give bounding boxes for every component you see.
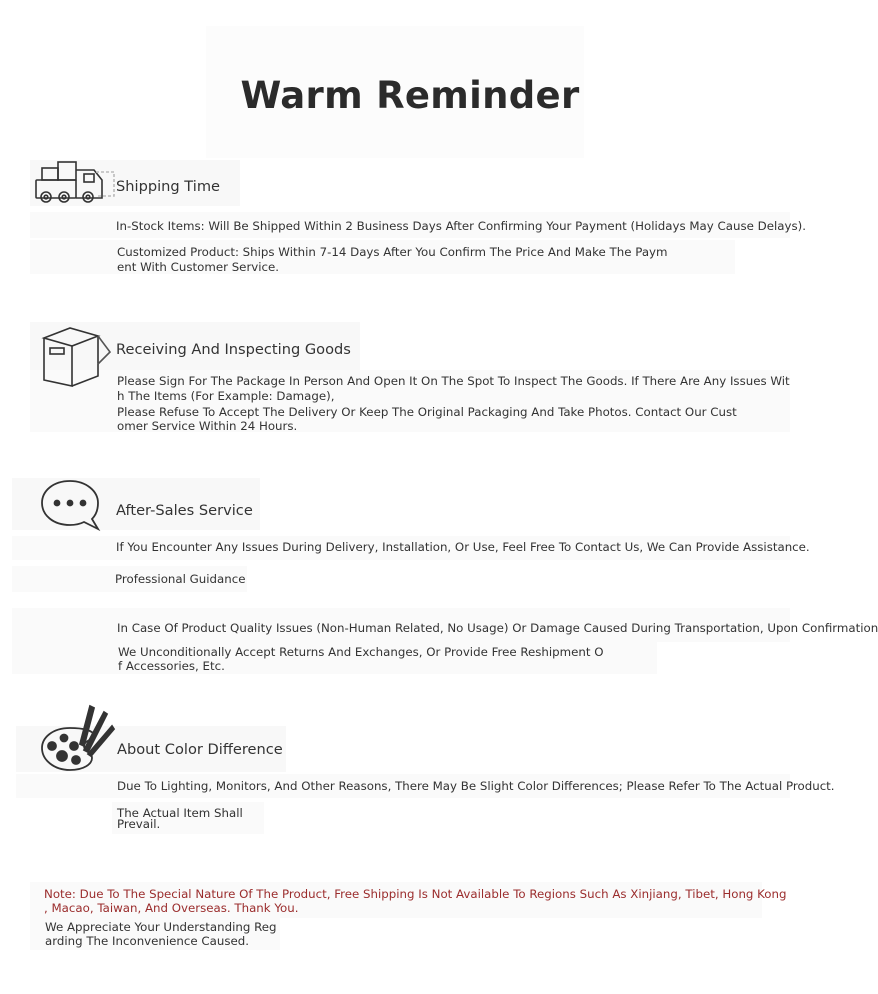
shipping-line-2b: ent With Customer Service. bbox=[117, 260, 280, 274]
page-title: Warm Reminder bbox=[240, 74, 580, 117]
receiving-line-2b: omer Service Within 24 Hours. bbox=[117, 419, 298, 433]
color-line-1: Due To Lighting, Monitors, And Other Reasons, There May Be Slight Color Differences; Please Refer To The Actual Product. bbox=[117, 779, 835, 793]
note-line-1a: Note: Due To The Special Nature Of The Product, Free Shipping Is Not Available To Regions Such As Xinjiang, Tibet, Hong Kong bbox=[44, 887, 787, 901]
note-line-2b: arding The Inconvenience Caused. bbox=[45, 934, 249, 948]
shipping-line-2a: Customized Product: Ships Within 7-14 Days After You Confirm The Price And Make The Paym bbox=[117, 245, 668, 259]
receiving-line-1a: Please Sign For The Package In Person And Open It On The Spot To Inspect The Goods. If There Are Any Issues Wit bbox=[117, 374, 790, 388]
after-sales-line-3: In Case Of Product Quality Issues (Non-Human Related, No Usage) Or Damage Caused During Transportation, Upon Confirmation bbox=[117, 621, 878, 635]
section-heading-color: About Color Difference bbox=[117, 741, 283, 758]
color-line-2a: The Actual Item Shall bbox=[117, 806, 243, 820]
after-sales-line-1: If You Encounter Any Issues During Delivery, Installation, Or Use, Feel Free To Contact Us, We Can Provide Assistance. bbox=[116, 540, 810, 554]
after-sales-line-4b: f Accessories, Etc. bbox=[118, 659, 225, 673]
color-line-2b: Prevail. bbox=[117, 817, 161, 831]
section-heading-shipping: Shipping Time bbox=[116, 178, 221, 195]
section-heading-after-sales: After-Sales Service bbox=[116, 502, 253, 519]
section-heading-receiving: Receiving And Inspecting Goods bbox=[116, 341, 351, 358]
chat-bubble-icon bbox=[40, 479, 102, 537]
receiving-line-1b: h The Items (For Example: Damage), bbox=[117, 389, 335, 403]
receiving-line-2a: Please Refuse To Accept The Delivery Or Keep The Original Packaging And Take Photos. Contact Our Cust bbox=[117, 405, 737, 419]
shipping-line-1: In-Stock Items: Will Be Shipped Within 2 Business Days After Confirming Your Payment (Holidays May Cause Delays). bbox=[116, 219, 806, 233]
after-sales-line-4a: We Unconditionally Accept Returns And Exchanges, Or Provide Free Reshipment O bbox=[118, 645, 604, 659]
truck-icon bbox=[34, 160, 120, 210]
note-line-2a: We Appreciate Your Understanding Reg bbox=[45, 920, 277, 934]
box-icon bbox=[40, 324, 112, 390]
palette-icon bbox=[40, 704, 116, 776]
note-line-1b: , Macao, Taiwan, And Overseas. Thank You. bbox=[44, 901, 299, 915]
after-sales-line-2: Professional Guidance bbox=[115, 572, 246, 586]
